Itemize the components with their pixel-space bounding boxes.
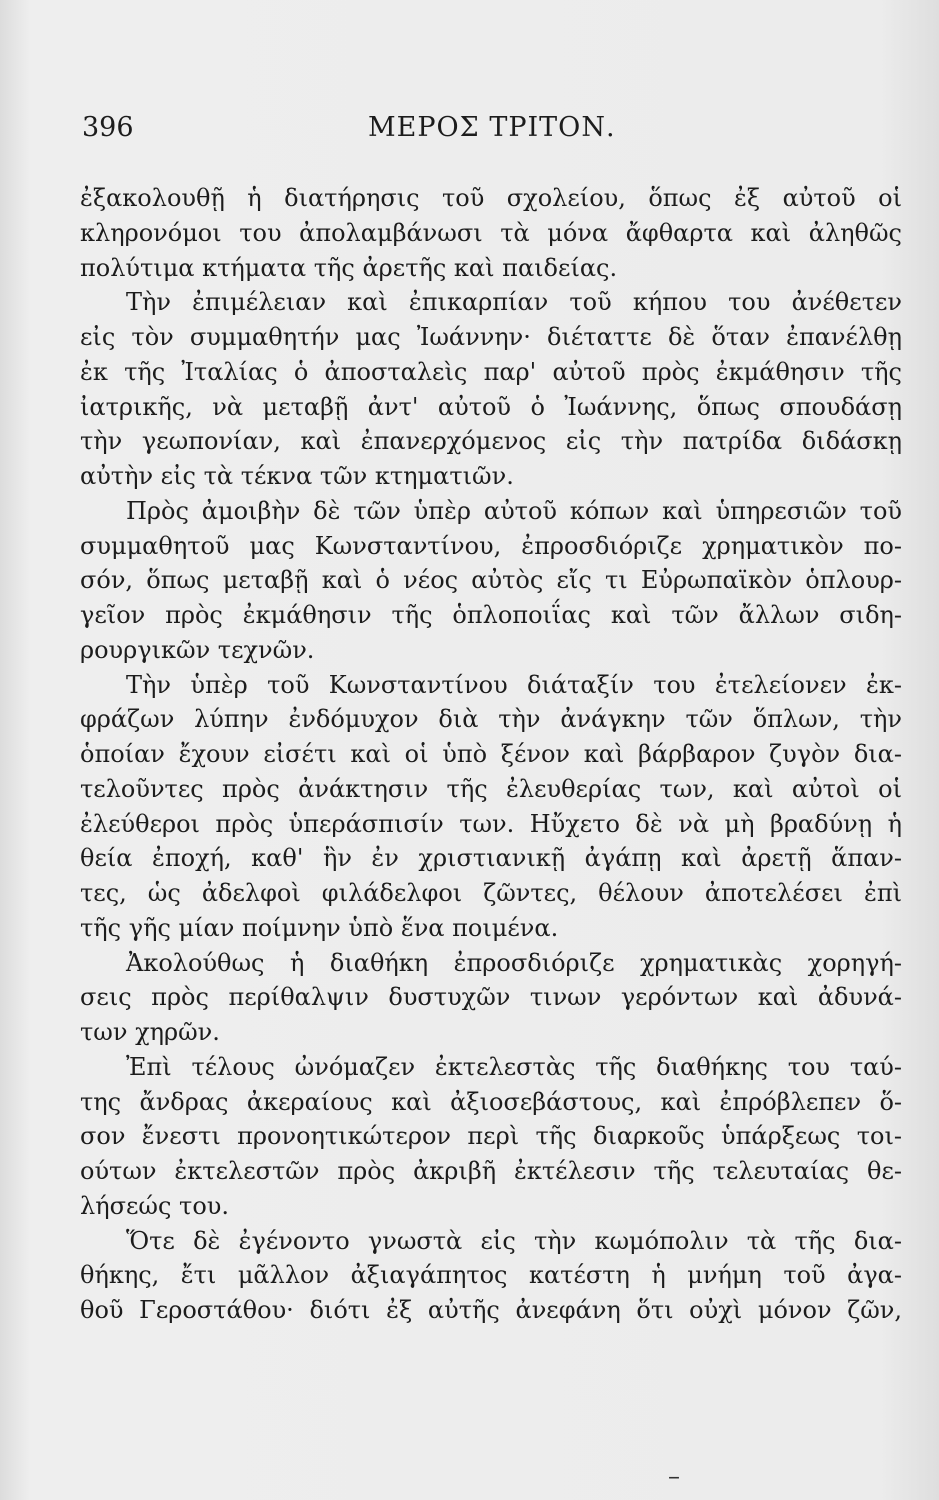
page-header [82,112,853,162]
text-line: ἐξακολουθῇ ἡ διατήρησις τοῦ σχολείου, ὅπως ἐξ αὐτοῦ οἱ [80,184,902,212]
text-line: Ὅτε δὲ ἐγένοντο γνωστὰ εἰς τὴν κωμόπολιν τὰ τῆς δια- [126,1226,902,1255]
text-line: κληρονόμοι του ἀπολαμβάνωσι τὰ μόνα ἄφθαρτα καὶ ἀληθῶς [80,218,902,247]
text-line: ἐλεύθεροι πρὸς ὑπεράσπισίν των. Ηὔχετο δὲ νὰ μὴ βραδύνῃ ἡ [80,809,902,838]
running-head: ΜΕΡΟΣ ΤΡΙΤΟΝ. [368,112,616,143]
text-line: Ἐπὶ τέλους ὠνόμαζεν ἐκτελεστὰς τῆς διαθήκης του ταύ- [126,1052,902,1081]
page-end-mark: – [668,1462,680,1490]
text-line: θοῦ Γεροστάθου· διότι ἐξ αὐτῆς ἀνεφάνη ὅτι οὐχὶ μόνον ζῶν, [80,1296,902,1324]
text-line: εἰς τὸν συμμαθητήν μας Ἰωάννην· διέταττε δὲ ὅταν ἐπανέλθῃ [80,323,902,351]
body-text [80,181,902,1328]
text-line: ὁποίαν ἔχουν εἰσέτι καὶ οἱ ὑπὸ ξένον καὶ βάρβαρον ζυγὸν δια- [80,740,902,768]
text-line: Τὴν ἐπιμέλειαν καὶ ἐπικαρπίαν τοῦ κήπου του ἀνέθετεν [126,288,902,317]
text-line: της ἄνδρας ἀκεραίους καὶ ἀξιοσεβάστους, καὶ ἐπρόβλεπεν ὅ- [80,1087,902,1116]
text-line: αὐτὴν εἰς τὰ τέκνα τῶν κτηματιῶν. [80,462,514,490]
text-line: Τὴν ὑπὲρ τοῦ Κωνσταντίνου διάταξίν του ἐτελείονεν ἐκ- [126,670,902,699]
text-line: τελοῦντες πρὸς ἀνάκτησιν τῆς ἐλευθερίας των, καὶ αὐτοὶ οἱ [80,774,902,803]
text-line: Πρὸς ἀμοιβὴν δὲ τῶν ὑπὲρ αὐτοῦ κόπων καὶ ὑπηρεσιῶν τοῦ [126,496,902,525]
text-line: φράζων λύπην ἐνδόμυχον διὰ τὴν ἀνάγκην τῶν ὅπλων, τὴν [80,705,902,734]
page-number: 396 [82,112,134,143]
text-line: σόν, ὅπως μεταβῇ καὶ ὁ νέος αὐτὸς εἴς τι Εὐρωπαϊκὸν ὁπλουρ- [80,566,902,595]
text-line: πολύτιμα κτήματα τῆς ἀρετῆς καὶ παιδείας. [80,253,618,282]
text-line: των χηρῶν. [80,1018,220,1046]
text-line: ρουργικῶν τεχνῶν. [80,635,315,664]
text-line: ἰατρικῆς, νὰ μεταβῇ ἀντ' αὐτοῦ ὁ Ἰωάννης, ὅπως σπουδάσῃ [80,392,902,421]
text-line: Ἀκολούθως ἡ διαθήκη ἐπροσδιόριζε χρηματικὰς χορηγή- [126,948,902,977]
text-line: τῆς γῆς μίαν ποίμνην ὑπὸ ἕνα ποιμένα. [80,913,559,942]
text-line: σεις πρὸς περίθαλψιν δυστυχῶν τινων γερόντων καὶ ἀδυνά- [80,983,902,1012]
text-line: τες, ὡς ἀδελφοὶ φιλάδελφοι ζῶντες, θέλουν ἀποτελέσει ἐπὶ [80,879,902,907]
text-line: σον ἔνεστι προνοητικώτερον περὶ τῆς διαρκοῦς ὑπάρξεως τοι- [80,1122,902,1151]
text-line: ἐκ τῆς Ἰταλίας ὁ ἀποσταλεὶς παρ' αὐτοῦ πρὸς ἐκμάθησιν τῆς [80,357,902,386]
text-line: τὴν γεωπονίαν, καὶ ἐπανερχόμενος εἰς τὴν πατρίδα διδάσκῃ [80,427,902,456]
text-line: θεία ἐποχή, καθ' ἣν ἐν χριστιανικῇ ἀγάπῃ καὶ ἀρετῇ ἅπαν- [80,844,902,873]
text-line: θήκης, ἔτι μᾶλλον ἀξιαγάπητος κατέστη ἡ μνήμη τοῦ ἀγα- [80,1261,902,1290]
text-line: συμμαθητοῦ μας Κωνσταντίνου, ἐπροσδιόριζε χρηματικὸν πο- [80,531,902,560]
text-line: γεῖον πρὸς ἐκμάθησιν τῆς ὁπλοποιΐας καὶ τῶν ἄλλων σιδη- [80,601,902,629]
text-line: ούτων ἐκτελεστῶν πρὸς ἀκριβῆ ἐκτέλεσιν τῆς τελευταίας θε- [80,1157,902,1185]
text-line: λήσεώς του. [80,1191,229,1220]
